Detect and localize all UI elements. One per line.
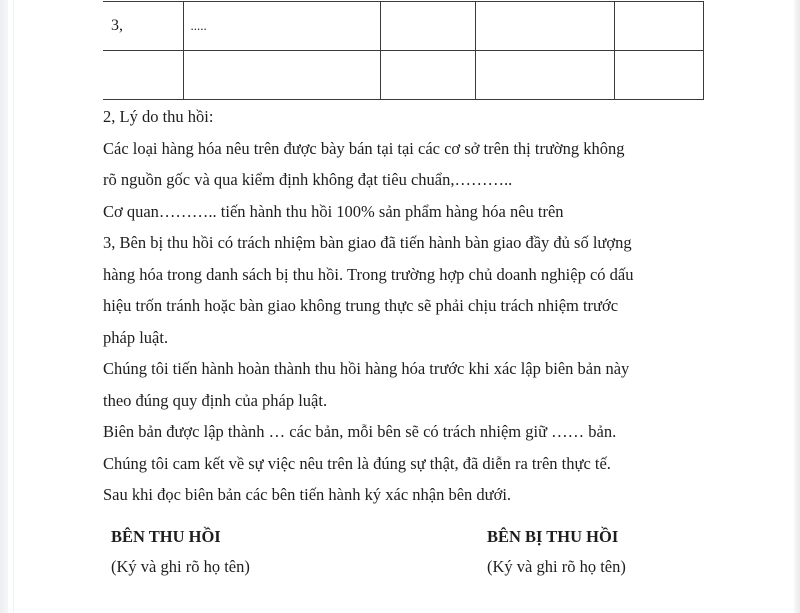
section-3-line: 3, Bên bị thu hồi có trách nhiệm bàn giao đã tiến hành bàn giao đầy đủ số lượng: [103, 233, 632, 252]
recalled-goods-table: [103, 1, 704, 100]
table-cell-name: .....: [183, 2, 380, 51]
paragraph-line: Sau khi đọc biên bản các bên tiến hành ký xác nhận bên dưới.: [103, 485, 512, 504]
table-cell: [380, 51, 475, 100]
table-row: [103, 51, 703, 100]
paragraph-line: hàng hóa trong danh sách bị thu hồi. Trong trường hợp chủ doanh nghiệp có dấu: [103, 264, 634, 284]
signature-note: (Ký và ghi rõ họ tên): [487, 557, 626, 576]
table-row: [103, 2, 703, 51]
recalled-goods-table-container: [103, 1, 704, 100]
paragraph-line: hiệu trốn tránh hoặc bàn giao không trung thực sẽ phải chịu trách nhiệm trước: [103, 296, 619, 315]
table-cell: [380, 2, 475, 51]
signature-block-recalled-party: [487, 522, 626, 582]
paragraph-line: Biên bản được lập thành … các bản, mỗi bên sẽ có trách nhiệm giữ …… bản.: [103, 422, 617, 441]
table-cell-no: 3,: [103, 2, 183, 51]
paragraph-line: Các loại hàng hóa nêu trên được bày bán tại tại các cơ sở trên thị trường không: [103, 138, 625, 158]
paragraph-line: Chúng tôi cam kết về sự việc nêu trên là đúng sự thật, đã diễn ra trên thực tế.: [103, 453, 611, 473]
viewer-left-edge: [0, 0, 8, 613]
paragraph-line: Chúng tôi tiến hành hoàn thành thu hồi hàng hóa trước khi xác lập biên bản này: [103, 359, 630, 378]
signature-title: BÊN BỊ THU HỒI: [487, 527, 619, 546]
table-cell: [614, 2, 703, 51]
table-cell-no: [103, 51, 183, 100]
table-cell: [475, 51, 614, 100]
section-2-heading: 2, Lý do thu hồi:: [103, 107, 214, 126]
table-cell: [614, 51, 703, 100]
paragraph-line: pháp luật.: [103, 327, 169, 347]
signature-block-recaller: [111, 522, 250, 582]
viewer-right-edge: [794, 0, 800, 613]
table-cell: [475, 2, 614, 51]
paragraph-line: theo đúng quy định của pháp luật.: [103, 390, 328, 410]
paragraph-line: rõ nguồn gốc và qua kiểm định không đạt tiêu chuẩn,………..: [103, 170, 513, 189]
document-body: [103, 101, 743, 511]
table-cell-name: [183, 51, 380, 100]
paragraph-line: Cơ quan……….. tiến hành thu hồi 100% sản phẩm hàng hóa nêu trên: [103, 201, 564, 221]
viewer-left-divider: [13, 0, 14, 613]
signature-title: BÊN THU HỒI: [111, 527, 221, 546]
signature-note: (Ký và ghi rõ họ tên): [111, 557, 250, 576]
